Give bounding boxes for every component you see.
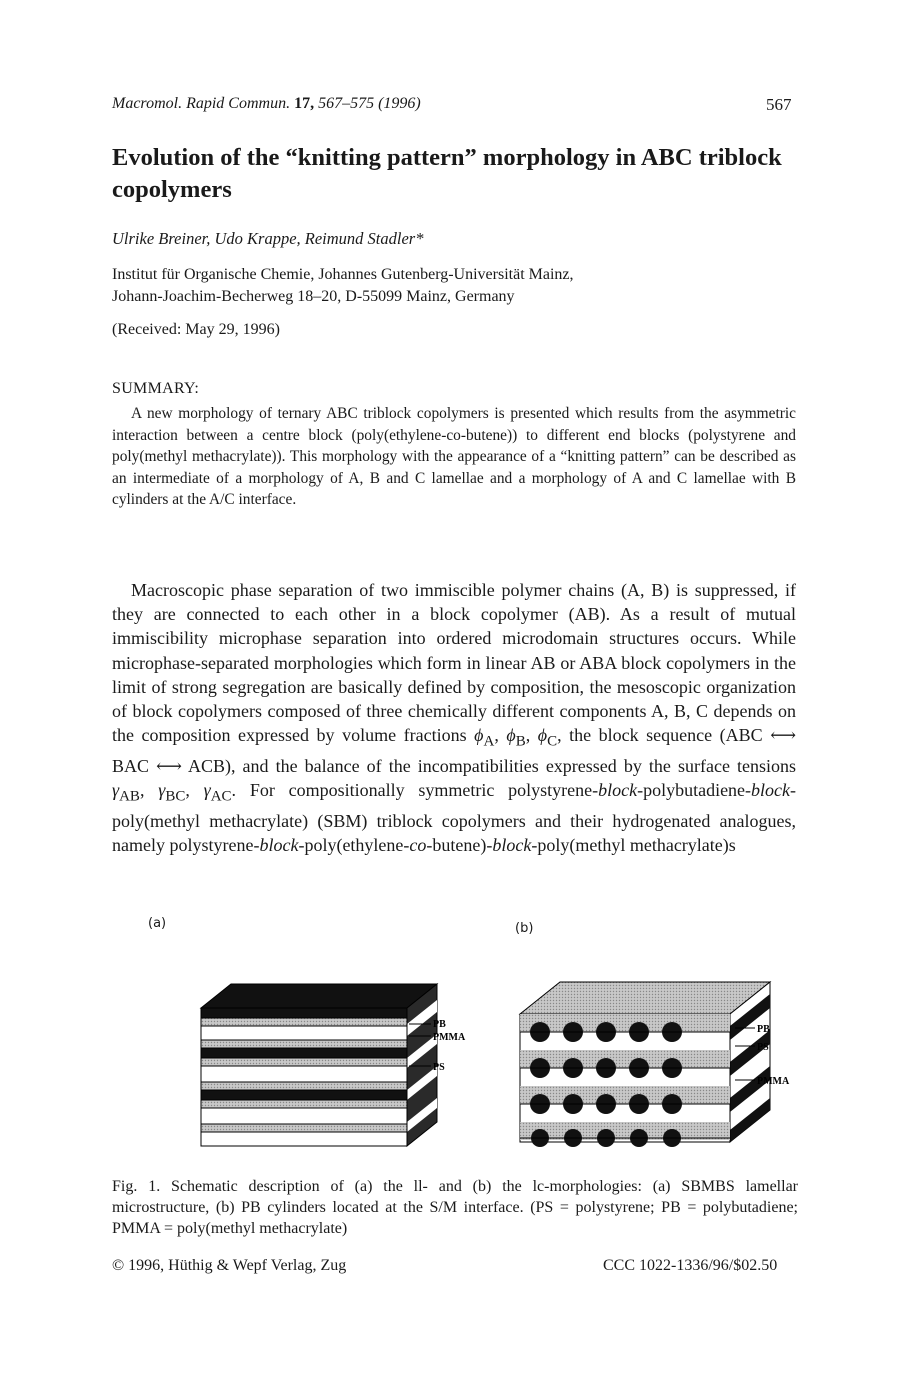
figure-caption: Fig. 1. Schematic description of (a) the ll- and (b) the lc-morphologies: (a) SBMBS lamellar microstructure, (b) PB cylinders located at the S/M interface. (PS = polystyrene; PB = polybutadiene; PMMA = poly(methyl methacrylate)	[112, 1178, 798, 1237]
gamma-symbol: γ	[112, 780, 120, 801]
phi-symbol: ϕ	[474, 725, 484, 746]
ccc-code: CCC 1022-1336/96/$02.50	[603, 1257, 778, 1274]
page-number: 567	[766, 95, 792, 114]
italic-term: block	[751, 780, 791, 801]
text-run: -poly(methyl methacrylate) (SBM) triblock copolymers and their hydrogenated analogues, namely polystyrene-	[112, 780, 797, 856]
copyright: © 1996, Hüthig & Wepf Verlag, Zug	[112, 1257, 347, 1274]
phi-symbol: ϕ	[537, 725, 548, 746]
journal-pages: 567–575 (1996)	[318, 95, 421, 112]
label-pmma-b: PMMA	[757, 1076, 790, 1087]
label-pmma-a: PMMA	[433, 1032, 466, 1043]
summary-text: A new morphology of ternary ABC triblock copolymers is presented which results from the asymmetric interaction between a centre block (poly(ethylene-co-butene)) to different end blocks (polystyrene and poly(methyl methacrylate)). This morphology with the appearance of a “knitting pattern” can be described as an intermediate of a morphology of A, B and C lamellae and a morphology of A and C lamellae with B cylinders at the A/C interface.	[112, 405, 796, 508]
label-ps-a: PS	[433, 1062, 445, 1073]
affiliation-line-2: Johann-Joachim-Becherweg 18–20, D-55099 Mainz, Germany	[112, 288, 515, 305]
text-run: -poly(ethylene-	[298, 835, 410, 856]
gamma-symbol: γ	[158, 780, 166, 801]
lamellar-diagram	[201, 984, 466, 1146]
label-pb-b: PB	[757, 1024, 770, 1035]
subscript: AB	[119, 788, 140, 805]
subscript: BC	[165, 788, 186, 805]
figure-label-a: (a)	[148, 916, 167, 931]
text-run: ,	[139, 780, 159, 801]
text-run: Macroscopic phase separation of two immiscible polymer chains (A, B) is suppressed, if they are connected to each other in a block copolymer (AB). As a result of mutual immiscibility microphase separation into ordered microdomain structures occurs. While microphase-separated morphologies which form in linear AB or ABA block copolymers in the limit of strong segregation are basically defined by composition, the mesoscopic organization of block copolymers composed of three chemically different components A, B, C depends on the composition expressed by volume fractions	[112, 580, 796, 746]
figure-label-b: (b)	[515, 921, 534, 936]
italic-term: block	[259, 835, 299, 856]
body-paragraph	[112, 578, 796, 857]
subscript: B	[515, 733, 526, 750]
label-ps-b: PS	[757, 1042, 769, 1053]
phi-symbol: ϕ	[506, 725, 516, 746]
text-run: ,	[185, 780, 204, 801]
cylinder-diagram	[520, 982, 790, 1147]
text-run: -poly(methyl methacrylate)s	[531, 835, 736, 856]
authors: Ulrike Breiner, Udo Krappe, Reimund Stadler*	[112, 229, 424, 248]
received-date: (Received: May 29, 1996)	[112, 321, 280, 338]
gamma-symbol: γ	[203, 780, 211, 801]
journal-volume: 17,	[294, 95, 315, 112]
text-run: ,	[494, 725, 507, 746]
body-paragraph-text	[112, 578, 796, 857]
summary	[112, 403, 796, 511]
summary-heading: SUMMARY:	[112, 380, 200, 397]
italic-term: block	[492, 835, 532, 856]
affiliation-line-1: Institut für Organische Chemie, Johannes Gutenberg-Universität Mainz,	[112, 266, 574, 283]
italic-term: co	[409, 835, 427, 856]
text-run: , the block sequence (ABC ⟷ BAC ⟷ ACB), and the balance of the incompatibilities expressed by the surface tensions	[112, 725, 797, 777]
morphology-figure	[195, 978, 815, 1153]
subscript: AC	[210, 788, 232, 805]
italic-term: block	[598, 780, 638, 801]
text-run: -polybutadiene-	[637, 780, 752, 801]
subscript: C	[547, 733, 558, 750]
article-title: Evolution of the “knitting pattern” morphology in ABC triblock copolymers	[112, 144, 782, 203]
journal-citation	[112, 95, 421, 113]
journal-name: Macromol. Rapid Commun.	[112, 95, 291, 112]
text-run: ,	[525, 725, 538, 746]
subscript: A	[483, 733, 495, 750]
affiliation	[112, 264, 802, 308]
text-run: -butene)-	[426, 835, 493, 856]
label-pb-a: PB	[433, 1019, 446, 1030]
text-run: . For compositionally symmetric polystyrene-	[231, 780, 599, 801]
